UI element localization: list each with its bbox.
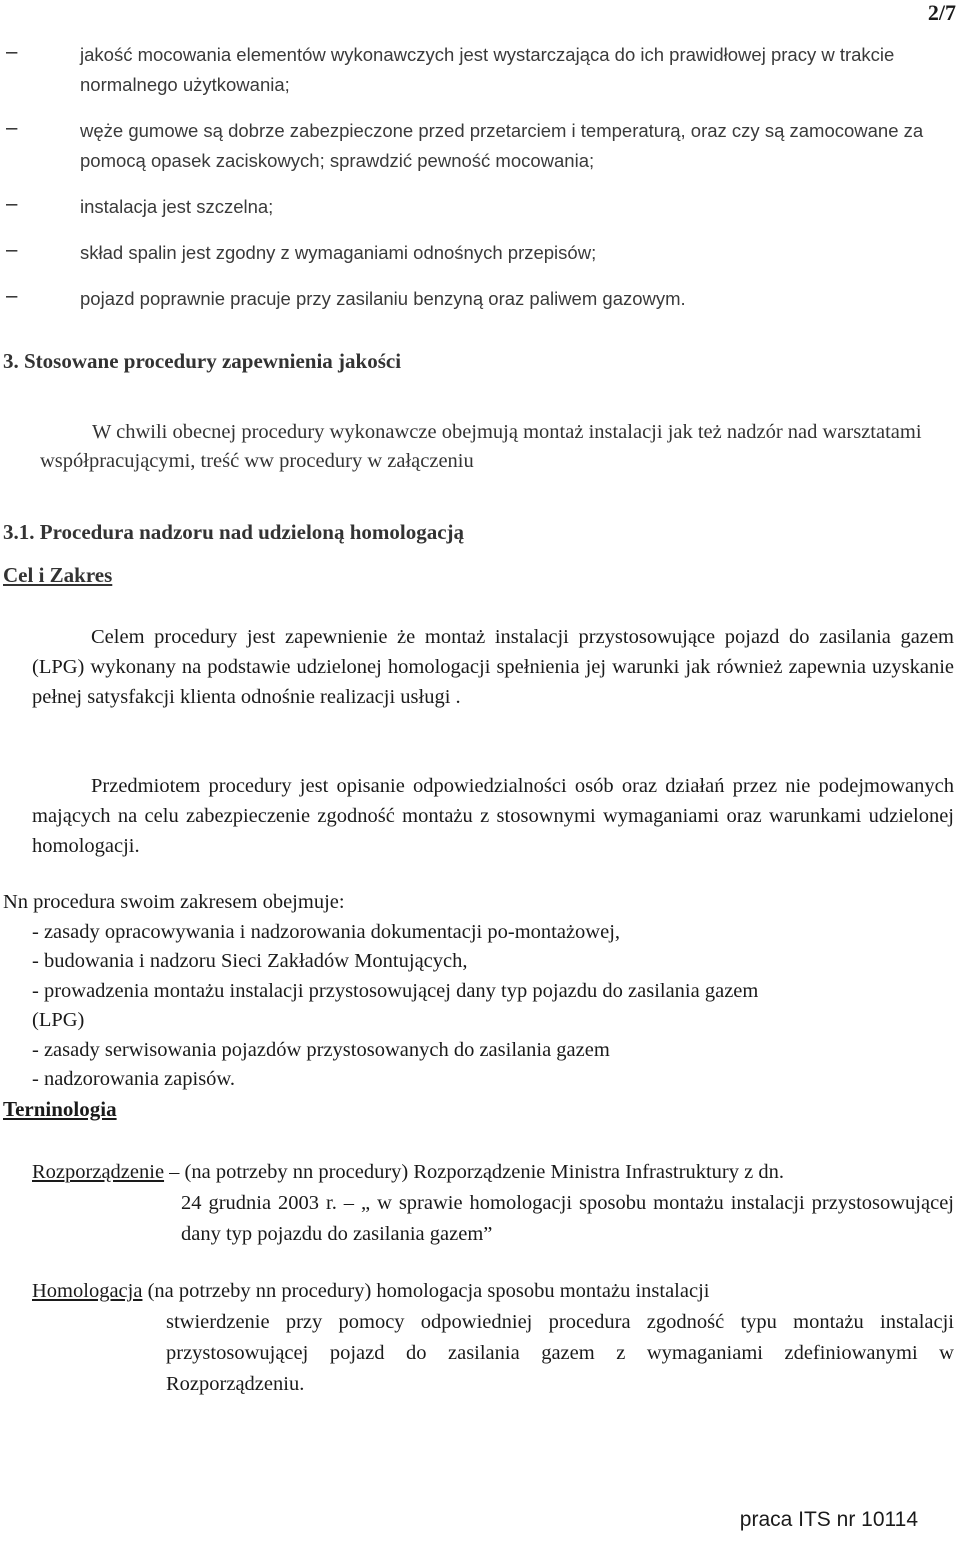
list-item-continuation: (LPG) [32, 1009, 85, 1031]
subject-paragraph [32, 771, 954, 861]
definition-rozporzadzenie [32, 1157, 954, 1250]
goal-scope-subheading: Cel i Zakres [3, 563, 113, 587]
definition-continuation: stwierdzenie przy pomocy odpowiedniej procedura zgodność typu montażu instalacji przystosowującej pojazd do zasilania gazem z wymaganiami zdefiniowanymi w Rozporządzeniu. [166, 1311, 954, 1395]
section-3-paragraph-text: W chwili obecnej procedury wykonawcze obejmują montaż instalacji jak też nadzór nad warsztatami współpracującymi, treść ww procedury w załączeniu [40, 421, 922, 472]
section-3-1-heading: 3.1. Procedura nadzoru nad udzieloną homologacją [3, 520, 465, 544]
terminology-heading: Terninologia [3, 1097, 117, 1121]
bullet-text: pojazd poprawnie pracuje przy zasilaniu benzyną oraz paliwem gazowym. [80, 288, 686, 309]
scope-list [3, 888, 958, 1095]
goal-paragraph-text: Celem procedury jest zapewnienie że montaż instalacji przystosowujące pojazd do zasilania gazem (LPG) wykonany na podstawie udzielonej homologacji spełnienia jej warunki jak również zapewnia uzyskanie pełnej satysfakcji klienta odnośnie realizacji usługi . [32, 626, 954, 708]
bullet-text: jakość mocowania elementów wykonawczych jest wystarczająca do ich prawidłowej pracy w trakcie normalnego użytkowania; [80, 44, 895, 95]
list-item: - nadzorowania zapisów. [32, 1068, 236, 1090]
list-item [0, 40, 960, 100]
list-item [0, 238, 960, 268]
list-item: - zasady serwisowania pojazdów przystosowanych do zasilania gazem [32, 1038, 610, 1061]
bullet-text: instalacja jest szczelna; [80, 196, 274, 217]
list-item: - prowadzenia montażu instalacji przystosowującej dany typ pojazdu do zasilania gazem [32, 979, 759, 1002]
definition-first-line: (na potrzeby nn procedury) homologacja sposobu montażu instalacji [142, 1280, 710, 1302]
definition-homologacja [32, 1276, 954, 1400]
checklist-bullets [0, 40, 960, 330]
section-3-heading: 3. Stosowane procedury zapewnienia jakości [3, 349, 402, 373]
definition-first-line: – (na potrzeby nn procedury) Rozporządzenie Ministra Infrastruktury z dn. [164, 1161, 784, 1183]
list-item [0, 284, 960, 314]
page-number: 2/7 [927, 0, 956, 25]
bullet-text: wężе gumowe są dobrze zabezpieczone przed przetarciem i temperaturą, oraz czy są zamocowane za pomocą opasek zaciskowych; sprawdzić pewność mocowania; [80, 120, 924, 171]
bullet-dash: – [6, 192, 18, 215]
definition-term: Rozporządzenie [32, 1161, 165, 1183]
bullet-dash: – [6, 40, 18, 63]
goal-paragraph [32, 622, 954, 712]
list-item: - zasady opracowywania i nadzorowania dokumentacji po-montażowej, [32, 920, 621, 943]
subject-paragraph-text: Przedmiotem procedury jest opisanie odpowiedzialności osób oraz działań przez nie podejmowanych mających na celu zabezpieczenie zgodność montażu z stosownymi wymaganiami oraz warunkami udzielonej homologacji. [32, 775, 954, 857]
bullet-dash: – [6, 284, 18, 307]
definition-term: Homologacja [32, 1280, 143, 1302]
list-item: - budowania i nadzoru Sieci Zakładów Montujących, [32, 950, 468, 972]
list-item [0, 192, 960, 222]
list-item [0, 116, 960, 176]
bullet-dash: – [6, 116, 18, 139]
scope-intro: Nn procedura swoim zakresem obejmuje: [3, 891, 345, 913]
bullet-text: skład spalin jest zgodny z wymaganiami odnośnych przepisów; [80, 242, 597, 263]
section-3-paragraph [40, 418, 954, 476]
bullet-dash: – [6, 238, 18, 261]
definition-continuation: 24 grudnia 2003 r. – „ w sprawie homologacji sposobu montażu instalacji przystosowującej dany typ pojazdu do zasilania gazem” [181, 1192, 954, 1245]
footer-label: praca ITS nr 10114 [739, 1508, 918, 1531]
